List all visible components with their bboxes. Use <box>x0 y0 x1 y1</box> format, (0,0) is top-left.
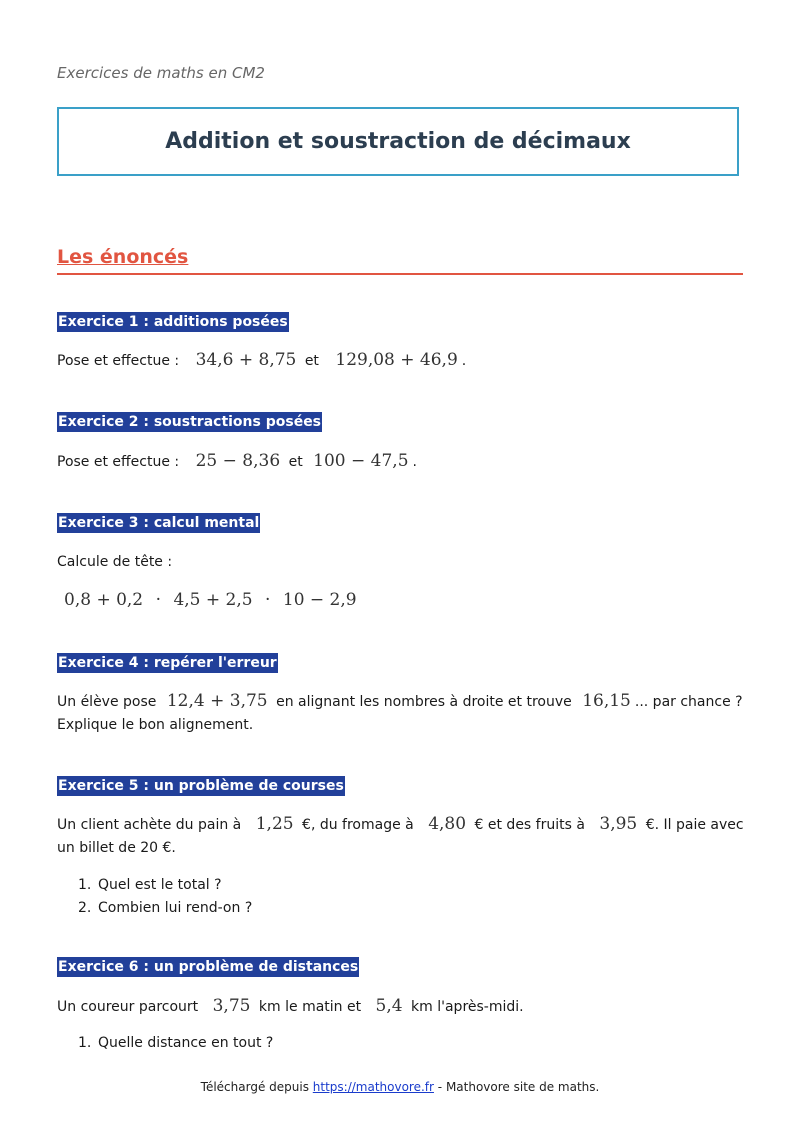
exercise-6-t2: km le matin et <box>258 999 362 1015</box>
exercise-2-expr-2: 100 − 47,5 <box>313 451 409 471</box>
exercise-1-sep: et <box>304 353 319 369</box>
exercise-5-text <box>57 813 747 860</box>
exercise-6-v1: 3,75 <box>212 996 251 1016</box>
exercise-6-questions <box>78 1032 273 1055</box>
exercise-1-end: . <box>461 353 467 369</box>
page-title: Addition et soustraction de décimaux <box>165 129 631 154</box>
exercise-5-v1: 1,25 <box>255 814 294 834</box>
exercise-4-t3: ... par chance ? Explique le bon alignement. <box>57 694 743 733</box>
exercise-4-expr-2: 16,15 <box>582 691 631 711</box>
exercise-5-t3: € et des fruits à <box>474 817 585 833</box>
exercise-2-end: . <box>412 454 417 470</box>
exercise-6-v2: 5,4 <box>375 996 403 1016</box>
section-title-text: Les énoncés <box>57 246 189 268</box>
exercise-4-text <box>57 690 747 737</box>
exercise-4-heading: Exercice 4 : repérer l'erreur <box>58 655 277 671</box>
exercise-3-expr-2: 4,5 + 2,5 <box>173 590 253 610</box>
exercise-1-expr-2: 129,08 + 46,9 <box>335 350 458 370</box>
exercise-3-dot-1: · <box>155 590 161 610</box>
exercise-3-heading: Exercice 3 : calcul mental <box>58 515 260 531</box>
exercise-4-t1: Un élève pose <box>57 694 157 710</box>
exercise-6-t1: Un coureur parcourt <box>57 999 199 1015</box>
footer-link[interactable]: https://mathovore.fr <box>312 1080 434 1094</box>
exercise-6-heading: Exercice 6 : un problème de distances <box>58 959 359 975</box>
footer-prefix: Téléchargé depuis <box>200 1080 309 1094</box>
exercise-2-heading: Exercice 2 : soustractions posées <box>58 414 322 430</box>
exercise-5-heading: Exercice 5 : un problème de courses <box>58 778 344 794</box>
exercise-6-text <box>57 995 747 1019</box>
footer <box>0 1080 800 1094</box>
exercise-2-sep: et <box>288 454 303 470</box>
exercise-2-intro: Pose et effectue : <box>57 454 180 470</box>
exercise-5-questions <box>78 874 252 920</box>
exercise-1-expr-1: 34,6 + 8,75 <box>195 350 297 370</box>
exercise-1-text <box>57 349 747 373</box>
exercise-3-intro: Calcule de tête : <box>57 554 173 570</box>
list-item: 2. Combien lui rend-on ? <box>78 897 252 920</box>
exercise-3-expressions <box>60 589 750 613</box>
exercise-5-t2: €, du fromage à <box>302 817 414 833</box>
exercise-1-heading: Exercice 1 : additions posées <box>58 314 288 330</box>
exercise-6-q1: Quelle distance en tout ? <box>98 1035 274 1051</box>
exercise-3-dot-2: · <box>265 590 271 610</box>
exercise-5-v3: 3,95 <box>599 814 638 834</box>
list-item: 1. Quelle distance en tout ? <box>78 1032 273 1055</box>
footer-suffix: - Mathovore site de maths. <box>437 1080 600 1094</box>
exercise-5-t1: Un client achète du pain à <box>57 817 242 833</box>
exercise-3-expr-1: 0,8 + 0,2 <box>64 590 144 610</box>
exercise-1-intro: Pose et effectue : <box>57 353 180 369</box>
exercise-2-expr-1: 25 − 8,36 <box>195 451 281 471</box>
exercise-5-q2: Combien lui rend-on ? <box>98 900 253 916</box>
list-item: 1. Quel est le total ? <box>78 874 252 897</box>
exercise-6-t3: km l'après-midi. <box>411 999 524 1015</box>
page-header: Exercices de maths en CM2 <box>57 64 265 82</box>
exercise-5-q1: Quel est le total ? <box>98 877 222 893</box>
exercise-3-expr-3: 10 − 2,9 <box>282 590 357 610</box>
title-box <box>57 107 739 176</box>
exercise-5-v2: 4,80 <box>428 814 467 834</box>
exercise-2-text <box>57 450 747 474</box>
exercise-5-t4: €. Il paie avec un billet de 20 €. <box>57 817 744 856</box>
exercise-4-t2: en alignant les nombres à droite et trouve <box>276 694 572 710</box>
exercise-4-expr-1: 12,4 + 3,75 <box>166 691 268 711</box>
section-title <box>57 246 743 275</box>
